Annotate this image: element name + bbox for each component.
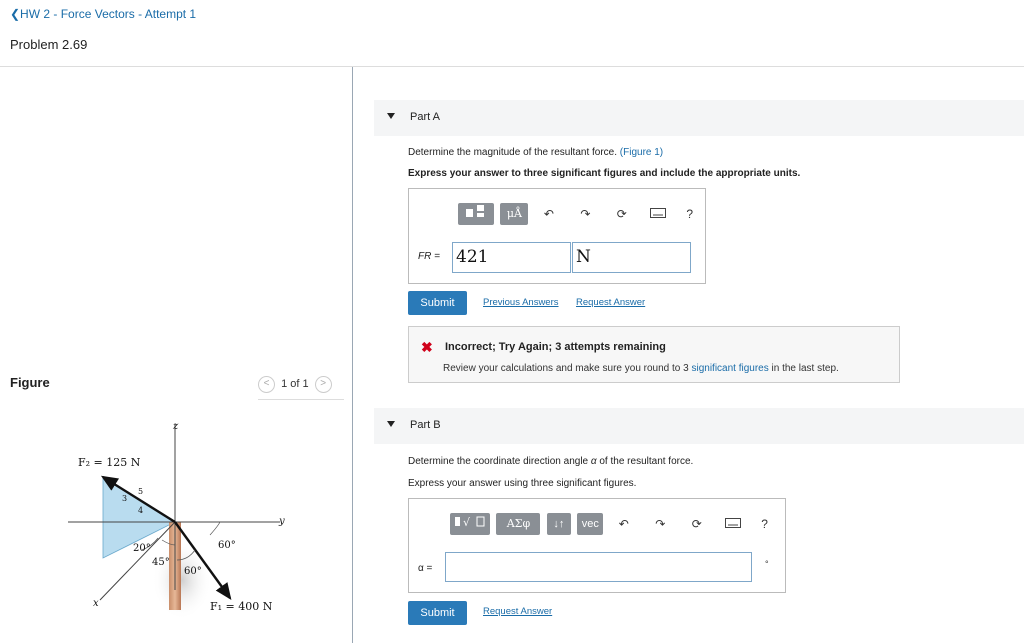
part-a-instruction: Express your answer to three significant figures and include the appropriate units. bbox=[408, 168, 801, 179]
figure-link[interactable]: (Figure 1) bbox=[619, 147, 664, 158]
part-a-submit-button[interactable]: Submit bbox=[408, 291, 467, 315]
significant-figures-link[interactable]: significant figures bbox=[691, 363, 769, 374]
reset-icon[interactable]: ⟳ bbox=[616, 207, 627, 221]
error-x-icon: ✖ bbox=[421, 339, 433, 355]
part-b-submit-button[interactable]: Submit bbox=[408, 601, 467, 625]
redo-icon[interactable]: ↷ bbox=[580, 207, 591, 221]
part-b-label: Part B bbox=[410, 419, 441, 431]
previous-answers-link[interactable]: Previous Answers bbox=[483, 297, 559, 308]
feedback-box bbox=[408, 326, 900, 383]
part-a-question-text: Determine the magnitude of the resultant force. bbox=[408, 147, 618, 158]
angle-20-label: 20° bbox=[133, 543, 151, 554]
svg-text:√: √ bbox=[463, 516, 471, 529]
keyboard-icon[interactable] bbox=[717, 513, 749, 535]
figure-separator bbox=[258, 399, 344, 400]
alpha-label: α = bbox=[418, 563, 433, 574]
keyboard-icon[interactable] bbox=[642, 203, 674, 225]
part-a-request-answer-link[interactable]: Request Answer bbox=[576, 297, 646, 308]
feedback-text bbox=[443, 363, 839, 374]
help-icon[interactable]: ? bbox=[761, 517, 768, 531]
vector-icon[interactable]: vec bbox=[577, 513, 603, 535]
force-vector-figure bbox=[60, 410, 300, 635]
templates-icon[interactable] bbox=[458, 203, 494, 225]
y-axis-label: y bbox=[279, 516, 285, 527]
magnitude-input[interactable]: 421 bbox=[452, 242, 571, 273]
prev-figure-button[interactable]: < bbox=[258, 376, 275, 393]
figure-heading: Figure bbox=[10, 375, 50, 390]
part-a-question bbox=[408, 147, 663, 158]
f1-label: F₁ = 400 N bbox=[210, 600, 273, 613]
part-b-instruction: Express your answer using three significant figures. bbox=[408, 478, 637, 489]
triangle-5-label: 5 bbox=[138, 487, 144, 496]
part-a-label: Part A bbox=[410, 111, 440, 123]
help-icon[interactable]: ? bbox=[686, 207, 694, 221]
part-a-toolbar bbox=[458, 203, 701, 225]
part-b-header[interactable] bbox=[374, 408, 1024, 444]
feedback-text-before: Review your calculations and make sure you round to 3 bbox=[443, 363, 689, 374]
x-axis-label: x bbox=[93, 598, 99, 609]
units-input[interactable]: N bbox=[572, 242, 691, 273]
part-b-request-answer-link[interactable]: Request Answer bbox=[483, 606, 553, 617]
angle-input[interactable] bbox=[445, 552, 752, 582]
pager-text: 1 of 1 bbox=[281, 378, 309, 391]
next-figure-button[interactable]: > bbox=[315, 376, 332, 393]
collapse-caret-icon[interactable] bbox=[387, 421, 395, 427]
part-b-toolbar bbox=[450, 513, 776, 535]
problem-title: Problem 2.69 bbox=[10, 37, 88, 52]
angle-arc-60a bbox=[210, 522, 220, 535]
post-shadow bbox=[152, 540, 212, 620]
figure-pager bbox=[258, 376, 332, 393]
angle-60b-label: 60° bbox=[184, 566, 202, 577]
part-b-answer-box bbox=[408, 498, 786, 593]
feedback-text-after: in the last step. bbox=[771, 363, 839, 374]
templates-icon[interactable] bbox=[450, 513, 490, 535]
undo-icon[interactable]: ↶ bbox=[543, 207, 554, 221]
panel-divider[interactable] bbox=[352, 67, 353, 643]
part-b-question-after: of the resultant force. bbox=[599, 456, 694, 467]
reset-icon[interactable]: ⟳ bbox=[691, 517, 702, 531]
degree-unit: ° bbox=[765, 559, 769, 569]
z-axis-label: z bbox=[173, 421, 179, 432]
redo-icon[interactable]: ↷ bbox=[655, 517, 666, 531]
alpha-symbol: α bbox=[590, 456, 597, 467]
collapse-caret-icon[interactable] bbox=[387, 113, 395, 119]
triangle-3-label: 3 bbox=[122, 494, 128, 503]
part-a-answer-box bbox=[408, 188, 706, 284]
angle-45-label: 45° bbox=[152, 557, 170, 568]
fr-label: FR = bbox=[418, 251, 440, 262]
units-icon[interactable]: μÅ bbox=[500, 203, 528, 225]
undo-icon[interactable]: ↶ bbox=[618, 517, 629, 531]
angle-60a-label: 60° bbox=[218, 540, 236, 551]
triangle-4-label: 4 bbox=[138, 506, 144, 515]
f2-label: F₂ = 125 N bbox=[78, 456, 141, 469]
part-b-question-before: Determine the coordinate direction angle bbox=[408, 456, 589, 467]
subscript-superscript-icon[interactable]: ↓↑ bbox=[547, 513, 571, 535]
greek-symbols-icon[interactable]: ΑΣφ bbox=[496, 513, 540, 535]
part-b-question bbox=[408, 456, 693, 467]
back-link[interactable]: ❮HW 2 - Force Vectors - Attempt 1 bbox=[10, 7, 197, 21]
feedback-title: Incorrect; Try Again; 3 attempts remaining bbox=[445, 341, 666, 353]
part-a-header[interactable] bbox=[374, 100, 1024, 136]
